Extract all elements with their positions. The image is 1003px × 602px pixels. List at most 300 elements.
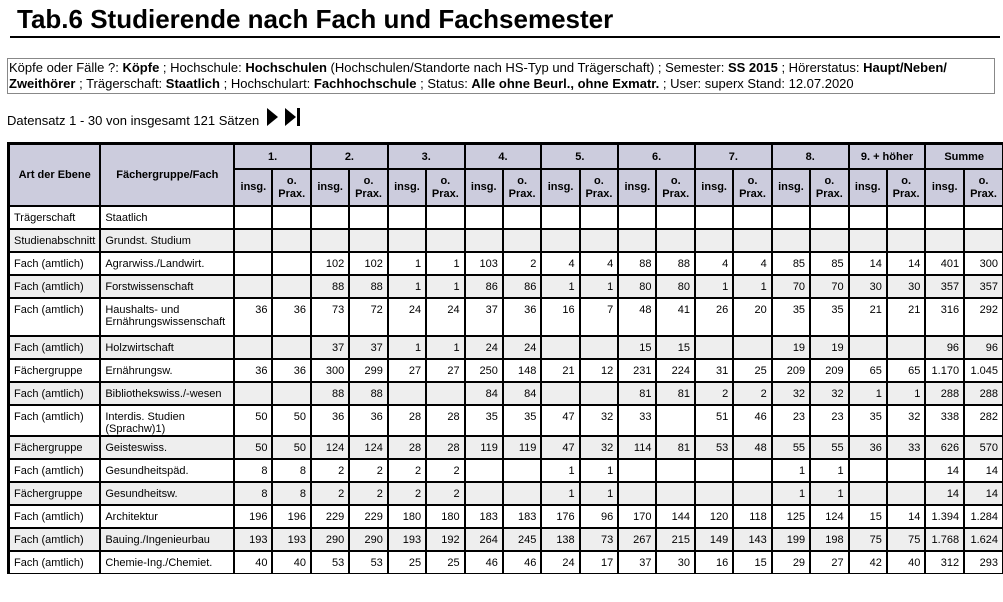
cell-value — [618, 229, 656, 252]
cell-fach: Chemie-Ing./Chemiet. — [100, 551, 234, 574]
header-semester: 2. — [311, 144, 388, 169]
cell-value — [311, 229, 349, 252]
cell-value: 20 — [733, 298, 772, 336]
skip-forward-icon — [285, 108, 296, 126]
cell-value: 29 — [772, 551, 810, 574]
cell-value — [234, 336, 272, 359]
header-semester: 4. — [465, 144, 542, 169]
cell-value: 25 — [388, 551, 426, 574]
table-row — [9, 252, 1003, 275]
filter-status-label: ; Status: — [416, 76, 472, 91]
cell-value: 75 — [849, 528, 887, 551]
filter-koepfe-value: Köpfe — [122, 60, 160, 75]
table-row — [9, 459, 1003, 482]
cell-value — [388, 229, 426, 252]
cell-value: 85 — [810, 252, 849, 275]
cell-value: 180 — [388, 505, 426, 528]
cell-value: 23 — [810, 405, 849, 436]
cell-value — [349, 229, 388, 252]
header-insg: insg. — [541, 169, 579, 206]
cell-value: 96 — [964, 336, 1003, 359]
cell-value: 144 — [656, 505, 695, 528]
cell-value: 357 — [964, 275, 1003, 298]
header-insg: insg. — [695, 169, 733, 206]
cell-value: 53 — [695, 436, 733, 459]
cell-value — [580, 229, 619, 252]
cell-value: 36 — [272, 298, 311, 336]
cell-value: 30 — [656, 551, 695, 574]
filter-summary — [7, 58, 995, 94]
cell-value: 2 — [311, 482, 349, 505]
cell-value: 1.394 — [925, 505, 964, 528]
cell-value — [426, 229, 465, 252]
cell-value: 50 — [272, 436, 311, 459]
cell-value — [272, 382, 311, 405]
cell-value — [695, 482, 733, 505]
cell-value: 1 — [580, 482, 619, 505]
cell-value: 36 — [349, 405, 388, 436]
cell-value: 24 — [465, 336, 503, 359]
cell-value: 1 — [388, 275, 426, 298]
cell-value: 338 — [925, 405, 964, 436]
cell-fach: Holzwirtschaft — [100, 336, 234, 359]
header-semester: 7. — [695, 144, 772, 169]
cell-value: 50 — [272, 405, 311, 436]
cell-fach: Gesundheitspäd. — [100, 459, 234, 482]
cell-value: 21 — [849, 298, 887, 336]
cell-value: 28 — [426, 405, 465, 436]
pagination-bar — [7, 104, 303, 130]
cell-value — [849, 229, 887, 252]
cell-value: 199 — [772, 528, 810, 551]
cell-value: 47 — [541, 436, 579, 459]
next-page-button[interactable] — [265, 106, 279, 128]
cell-value: 1 — [426, 336, 465, 359]
cell-value: 46 — [503, 551, 542, 574]
cell-value: 148 — [503, 359, 542, 382]
cell-art: Fach (amtlich) — [9, 405, 100, 436]
cell-value: 2 — [695, 382, 733, 405]
cell-value: 37 — [349, 336, 388, 359]
cell-value: 2 — [426, 482, 465, 505]
cell-value: 36 — [311, 405, 349, 436]
cell-value: 267 — [618, 528, 656, 551]
cell-value: 292 — [964, 298, 1003, 336]
cell-value — [695, 229, 733, 252]
cell-value — [272, 275, 311, 298]
cell-art: Fach (amtlich) — [9, 336, 100, 359]
filter-koepfe-label: Köpfe oder Fälle ?: — [9, 60, 123, 75]
filter-hsart-label: ; Hochschulart: — [219, 76, 314, 91]
cell-fach: Gesundheitsw. — [100, 482, 234, 505]
cell-value — [733, 459, 772, 482]
cell-fach: Grundst. Studium — [100, 229, 234, 252]
cell-value — [272, 229, 311, 252]
cell-value: 25 — [733, 359, 772, 382]
cell-value — [964, 206, 1003, 229]
cell-value: 4 — [695, 252, 733, 275]
cell-art: Fach (amtlich) — [9, 382, 100, 405]
cell-fach: Agrarwiss./Landwirt. — [100, 252, 234, 275]
header-insg: insg. — [311, 169, 349, 206]
cell-value: 81 — [656, 436, 695, 459]
header-semester: 8. — [772, 144, 849, 169]
cell-value — [426, 382, 465, 405]
cell-value: 626 — [925, 436, 964, 459]
cell-value: 32 — [580, 405, 619, 436]
cell-value: 1 — [849, 382, 887, 405]
cell-value: 183 — [503, 505, 542, 528]
cell-value: 48 — [618, 298, 656, 336]
cell-value: 231 — [618, 359, 656, 382]
cell-value: 17 — [580, 551, 619, 574]
cell-value: 27 — [388, 359, 426, 382]
cell-value: 316 — [925, 298, 964, 336]
header-insg: insg. — [234, 169, 272, 206]
cell-value: 192 — [426, 528, 465, 551]
cell-value — [964, 229, 1003, 252]
cell-value: 80 — [618, 275, 656, 298]
filter-hochschule-label: ; Hochschule: — [159, 60, 246, 75]
cell-value — [272, 206, 311, 229]
cell-value: 12 — [580, 359, 619, 382]
cell-value: 85 — [772, 252, 810, 275]
cell-value: 21 — [541, 359, 579, 382]
cell-value — [887, 206, 926, 229]
cell-value: 15 — [618, 336, 656, 359]
header-insg: insg. — [388, 169, 426, 206]
cell-value: 81 — [618, 382, 656, 405]
cell-value: 119 — [465, 436, 503, 459]
table-row — [9, 359, 1003, 382]
cell-value: 138 — [541, 528, 579, 551]
cell-art: Fächergruppe — [9, 482, 100, 505]
cell-value — [234, 229, 272, 252]
cell-value — [733, 206, 772, 229]
cell-value: 176 — [541, 505, 579, 528]
table-row — [9, 229, 1003, 252]
cell-value: 125 — [772, 505, 810, 528]
header-insg: insg. — [849, 169, 887, 206]
cell-value — [234, 206, 272, 229]
cell-value: 143 — [733, 528, 772, 551]
cell-value — [234, 252, 272, 275]
cell-value: 198 — [810, 528, 849, 551]
cell-value: 51 — [695, 405, 733, 436]
table-row — [9, 528, 1003, 551]
cell-value: 2 — [426, 459, 465, 482]
filter-status-value: Alle ohne Beurl., ohne Exmatr. — [471, 76, 660, 91]
cell-value — [541, 336, 579, 359]
cell-value: 14 — [887, 505, 926, 528]
filter-hochschule-value: Hochschulen — [245, 60, 327, 75]
cell-value: 35 — [810, 298, 849, 336]
cell-value: 290 — [349, 528, 388, 551]
cell-value: 75 — [887, 528, 926, 551]
cell-value: 193 — [388, 528, 426, 551]
cell-value: 1 — [772, 482, 810, 505]
cell-value: 2 — [349, 482, 388, 505]
cell-value: 30 — [887, 275, 926, 298]
cell-value — [465, 206, 503, 229]
cell-value — [772, 206, 810, 229]
cell-value: 23 — [772, 405, 810, 436]
cell-value: 32 — [810, 382, 849, 405]
cell-value — [733, 229, 772, 252]
cell-value — [580, 206, 619, 229]
cell-value: 55 — [810, 436, 849, 459]
cell-value: 196 — [272, 505, 311, 528]
cell-art: Fächergruppe — [9, 359, 100, 382]
cell-value: 46 — [733, 405, 772, 436]
table-row — [9, 382, 1003, 405]
cell-value: 102 — [349, 252, 388, 275]
cell-value — [656, 482, 695, 505]
cell-value: 24 — [503, 336, 542, 359]
cell-value: 27 — [426, 359, 465, 382]
cell-art: Fach (amtlich) — [9, 528, 100, 551]
cell-value: 180 — [426, 505, 465, 528]
data-table — [7, 142, 1003, 574]
cell-value: 1 — [580, 275, 619, 298]
cell-value — [618, 482, 656, 505]
cell-value: 46 — [465, 551, 503, 574]
cell-value: 40 — [887, 551, 926, 574]
cell-value: 288 — [925, 382, 964, 405]
cell-value: 15 — [656, 336, 695, 359]
cell-value: 14 — [925, 459, 964, 482]
cell-value: 224 — [656, 359, 695, 382]
cell-value: 103 — [465, 252, 503, 275]
cell-value: 19 — [810, 336, 849, 359]
header-insg: insg. — [465, 169, 503, 206]
cell-value: 2 — [388, 482, 426, 505]
cell-value: 96 — [580, 505, 619, 528]
cell-value: 264 — [465, 528, 503, 551]
cell-value: 2 — [733, 382, 772, 405]
cell-value: 8 — [234, 459, 272, 482]
cell-art: Fach (amtlich) — [9, 551, 100, 574]
cell-value — [272, 252, 311, 275]
cell-value: 15 — [733, 551, 772, 574]
cell-value: 88 — [311, 382, 349, 405]
cell-value: 24 — [426, 298, 465, 336]
cell-value — [618, 206, 656, 229]
cell-value: 1 — [388, 252, 426, 275]
cell-value: 30 — [849, 275, 887, 298]
cell-value: 300 — [311, 359, 349, 382]
cell-art: Fach (amtlich) — [9, 459, 100, 482]
cell-value — [656, 229, 695, 252]
cell-value: 196 — [234, 505, 272, 528]
filter-hochschule-note: (Hochschulen/Standorte nach HS-Typ und Trägerschaft) ; Semester: — [326, 60, 728, 75]
cell-value: 37 — [465, 298, 503, 336]
cell-value: 1 — [772, 459, 810, 482]
cell-value: 35 — [849, 405, 887, 436]
cell-art: Fach (amtlich) — [9, 298, 100, 336]
cell-value: 88 — [618, 252, 656, 275]
cell-value: 33 — [887, 436, 926, 459]
cell-value — [849, 482, 887, 505]
cell-value: 65 — [849, 359, 887, 382]
cell-value: 88 — [349, 382, 388, 405]
cell-value: 24 — [388, 298, 426, 336]
cell-value: 1 — [733, 275, 772, 298]
cell-fach: Bauing./Ingenieurbau — [100, 528, 234, 551]
cell-value: 36 — [849, 436, 887, 459]
header-insg: insg. — [618, 169, 656, 206]
cell-value: 84 — [465, 382, 503, 405]
table-row — [9, 298, 1003, 336]
cell-value: 118 — [733, 505, 772, 528]
filter-hoerer-label: ; Hörerstatus: — [777, 60, 864, 75]
header-semester: 5. — [541, 144, 618, 169]
cell-value: 96 — [925, 336, 964, 359]
cell-value: 86 — [503, 275, 542, 298]
cell-value: 73 — [580, 528, 619, 551]
table-row — [9, 275, 1003, 298]
cell-value: 1 — [541, 275, 579, 298]
cell-value: 33 — [618, 405, 656, 436]
cell-value: 37 — [618, 551, 656, 574]
cell-value — [234, 275, 272, 298]
filter-hsart-value: Fachhochschule — [313, 76, 417, 91]
cell-value: 1.768 — [925, 528, 964, 551]
cell-fach: Geisteswiss. — [100, 436, 234, 459]
cell-value: 209 — [772, 359, 810, 382]
table-row — [9, 436, 1003, 459]
cell-value: 8 — [272, 459, 311, 482]
cell-value: 401 — [925, 252, 964, 275]
cell-value: 1 — [541, 459, 579, 482]
cell-value: 4 — [580, 252, 619, 275]
cell-value: 36 — [503, 298, 542, 336]
table-row — [9, 551, 1003, 574]
cell-value — [925, 229, 964, 252]
title-divider — [10, 36, 1000, 38]
cell-value: 16 — [541, 298, 579, 336]
header-semester: 9. + höher — [849, 144, 926, 169]
cell-value: 288 — [964, 382, 1003, 405]
cell-value — [695, 206, 733, 229]
cell-value — [465, 229, 503, 252]
filter-user-stand: ; User: superx Stand: 12.07.2020 — [659, 76, 854, 91]
header-o-prax: o. Prax. — [733, 169, 772, 206]
cell-value: 40 — [272, 551, 311, 574]
table-row — [9, 336, 1003, 359]
cell-value — [388, 206, 426, 229]
cell-value: 86 — [465, 275, 503, 298]
cell-value — [503, 482, 542, 505]
cell-value: 24 — [541, 551, 579, 574]
table-row — [9, 482, 1003, 505]
page-title: Tab.6 Studierende nach Fach und Fachsemester — [17, 4, 614, 34]
cell-value: 32 — [887, 405, 926, 436]
cell-value: 48 — [733, 436, 772, 459]
cell-value — [426, 206, 465, 229]
cell-value: 4 — [733, 252, 772, 275]
filter-hoerer-value: Haupt/Neben/ Zweithörer — [9, 60, 947, 91]
header-insg: insg. — [925, 169, 964, 206]
cell-value — [772, 229, 810, 252]
cell-value: 84 — [503, 382, 542, 405]
cell-value: 8 — [234, 482, 272, 505]
cell-value: 1 — [580, 459, 619, 482]
cell-value — [887, 459, 926, 482]
cell-value — [503, 229, 542, 252]
header-o-prax: o. Prax. — [349, 169, 388, 206]
header-semester: 3. — [388, 144, 465, 169]
cell-value: 183 — [465, 505, 503, 528]
cell-value: 102 — [311, 252, 349, 275]
cell-value: 81 — [656, 382, 695, 405]
cell-value: 72 — [349, 298, 388, 336]
filter-semester-value: SS 2015 — [727, 60, 778, 75]
cell-value — [311, 206, 349, 229]
cell-value: 21 — [887, 298, 926, 336]
cell-value: 70 — [810, 275, 849, 298]
last-page-button[interactable] — [283, 106, 303, 128]
cell-value: 35 — [503, 405, 542, 436]
cell-value: 80 — [656, 275, 695, 298]
cell-fach: Bibliothekswiss./-wesen — [100, 382, 234, 405]
cell-art: Fach (amtlich) — [9, 252, 100, 275]
cell-value: 88 — [349, 275, 388, 298]
cell-value: 50 — [234, 405, 272, 436]
header-o-prax: o. Prax. — [887, 169, 926, 206]
cell-value: 28 — [388, 436, 426, 459]
cell-value: 114 — [618, 436, 656, 459]
cell-value: 1.284 — [964, 505, 1003, 528]
header-semester: 1. — [234, 144, 311, 169]
cell-value: 8 — [272, 482, 311, 505]
cell-value: 14 — [887, 252, 926, 275]
cell-art: Fach (amtlich) — [9, 505, 100, 528]
cell-value: 1 — [426, 252, 465, 275]
cell-value: 1 — [695, 275, 733, 298]
cell-value: 35 — [772, 298, 810, 336]
cell-value: 1 — [388, 336, 426, 359]
cell-value — [388, 382, 426, 405]
cell-value — [849, 336, 887, 359]
cell-value: 170 — [618, 505, 656, 528]
cell-value: 50 — [234, 436, 272, 459]
cell-value — [618, 459, 656, 482]
cell-value: 36 — [234, 298, 272, 336]
cell-value — [849, 459, 887, 482]
header-o-prax: o. Prax. — [426, 169, 465, 206]
header-insg: insg. — [772, 169, 810, 206]
cell-value: 70 — [772, 275, 810, 298]
cell-value: 1.624 — [964, 528, 1003, 551]
cell-value: 119 — [503, 436, 542, 459]
cell-fach: Architektur — [100, 505, 234, 528]
cell-fach: Forstwissenschaft — [100, 275, 234, 298]
cell-value: 42 — [849, 551, 887, 574]
cell-value — [887, 482, 926, 505]
record-count: Datensatz 1 - 30 von insgesamt 121 Sätzen — [7, 112, 260, 128]
cell-value: 1.170 — [925, 359, 964, 382]
play-icon — [267, 108, 278, 126]
cell-value — [849, 206, 887, 229]
cell-value: 28 — [388, 405, 426, 436]
cell-value: 229 — [311, 505, 349, 528]
cell-art: Studienabschnitt — [9, 229, 100, 252]
cell-value: 14 — [925, 482, 964, 505]
cell-value — [234, 382, 272, 405]
cell-value: 35 — [465, 405, 503, 436]
cell-value: 193 — [234, 528, 272, 551]
